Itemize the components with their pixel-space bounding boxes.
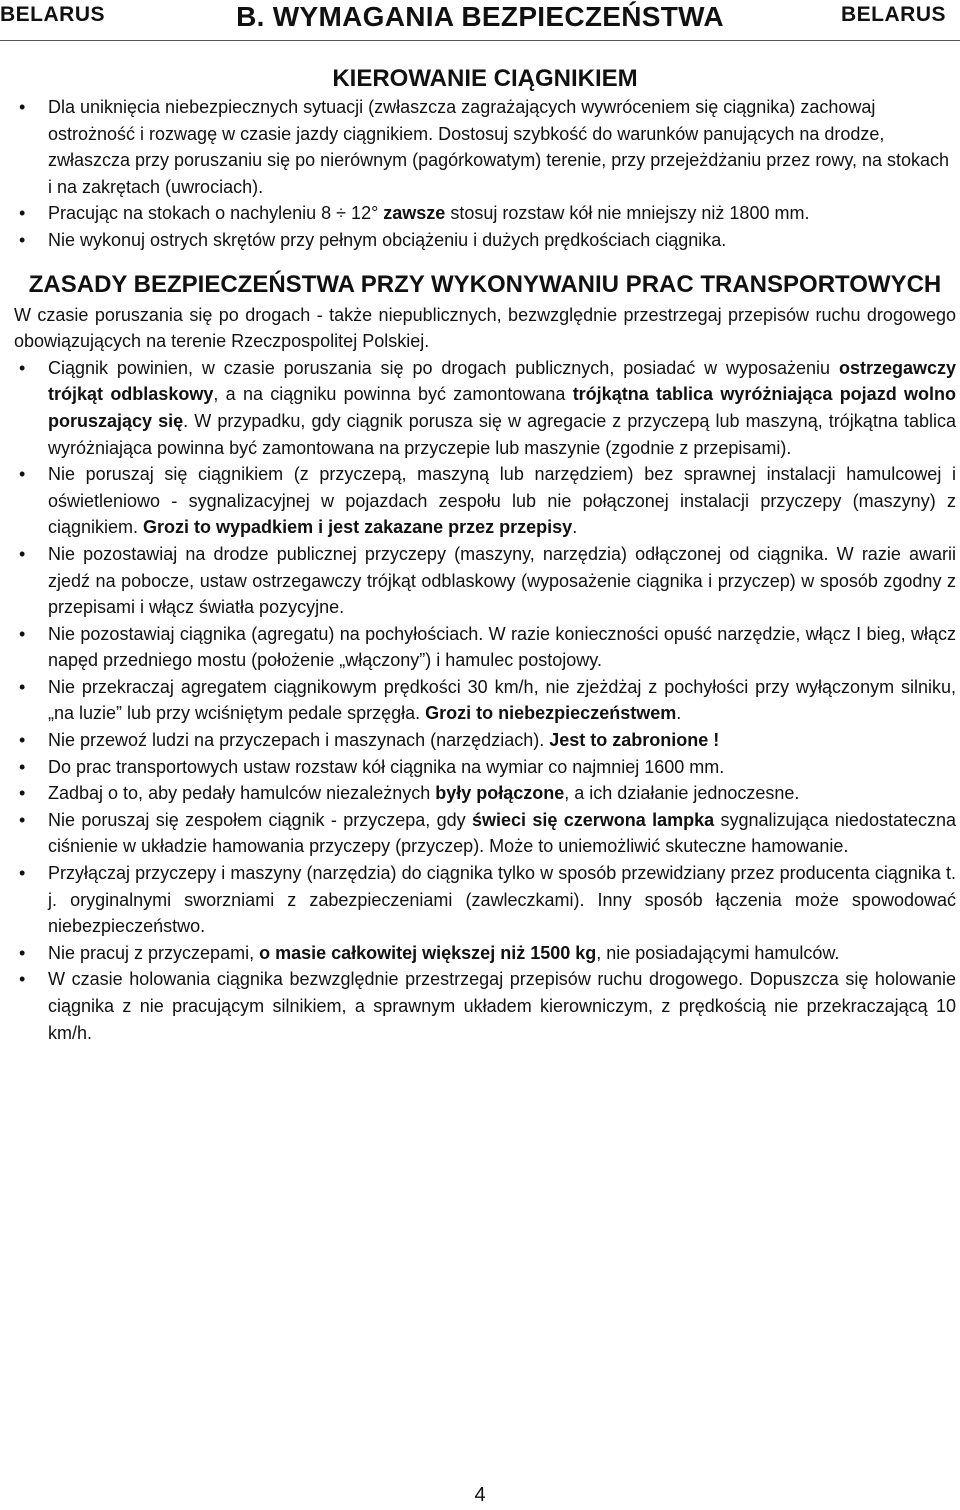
body-text: . [676,703,682,724]
body-text: stosuj rozstaw kół nie mniejszy niż 1800 mm. [445,203,810,224]
list-item [14,541,956,621]
body-text: , a ich działanie jednoczesne. [564,783,800,804]
body-text: Zadbaj o to, aby pedały hamulców niezależnych [48,783,436,804]
body-text: . W przypadku, gdy ciągnik porusza się w agregacie z przyczepą lub maszyną, trójkątna tablica wyróżniająca powinna być zamontowana na przyczepie lub maszynie (zgodnie z przepisami). [48,410,956,458]
body-text: Nie pozostawiaj ciągnika (agregatu) na pochyłościach. W razie konieczności opuść narzędzie, włącz I bieg, włącz napęd przedniego mostu (położenie „włączony”) i hamulec postojowy. [48,623,956,671]
driving-rules-list [14,94,956,254]
transport-rules-list [14,355,956,1046]
page-title: B. WYMAGANIA BEZPIECZEŃSTWA [236,1,724,32]
emphasis-text: zawsze [383,203,446,224]
emphasis-text: Grozi to niebezpieczeństwem [425,703,677,724]
body-text: Pracując na stokach o nachyleniu 8 ÷ 12° [48,203,384,224]
list-item [14,355,956,461]
body-text: , a na ciągniku powinna być zamontowana [213,384,573,405]
body-text: Nie przewoź ludzi na przyczepach i maszynach (narzędziach). [48,730,550,751]
emphasis-text: o masie całkowitej większej niż 1500 kg [259,942,597,963]
list-item [14,621,956,674]
emphasis-text: Jest to zabronione ! [549,730,720,751]
header-divider [0,40,960,41]
body-text: W czasie holowania ciągnika bezwzględnie przestrzegaj przepisów ruchu drogowego. Dopuszcza się holowanie ciągnika z nie pracującym silnikiem, a sprawnym układem kierowniczym, z prędkością nie przekraczającą 10 km/h. [48,969,956,1043]
body-text: Nie poruszaj się zespołem ciągnik - przyczepa, gdy [48,809,472,830]
body-text: Do prac transportowych ustaw rozstaw kół ciągnika na wymiar co najmniej 1600 mm. [48,756,725,777]
body-text: , nie posiadającymi hamulców. [596,942,840,963]
body-text: Nie przekraczaj agregatem ciągnikowym prędkości 30 km/h, nie zjeżdżaj z pochyłości przy wyłączonym silniku, „na luzie” lub przy wciśniętym pedale sprzęgła. [48,676,956,724]
page-header [0,0,960,40]
emphasis-text: ostrzegawczy trójkąt odblaskowy [48,357,956,405]
list-item [14,461,956,541]
body-text: Nie wykonuj ostrych skrętów przy pełnym obciążeniu i dużych prędkościach ciągnika. [48,229,727,250]
body-text: Dla uniknięcia niebezpiecznych sytuacji (zwłaszcza zagrażających wywróceniem się ciągnika) zachowaj ostrożność i rozwagę w czasie jazdy ciągnikiem. Dostosuj szybkość do warunków panujących na drodze, zwłaszcza przy poruszaniu się po nierównym (pagórkowatym) terenie, przy przejeżdżaniu przez rowy, na stokach i na zakrętach (uwrociach). [48,97,950,197]
list-item [14,200,956,227]
emphasis-text: trójkątna tablica wyróżniająca pojazd wolno poruszający się [48,384,956,431]
emphasis-text: świeci się czerwona lampka [471,809,715,830]
document-body [14,64,956,1046]
body-text: Ciągnik powinien, w czasie poruszania się po drogach publicznych, posiadać w wyposażeniu [48,357,839,378]
list-item [14,227,956,254]
section-title-transport: ZASADY BEZPIECZEŃSTWA PRZY WYKONYWANIU PRAC TRANSPORTOWYCH [28,270,942,298]
section-title-driving: KIEROWANIE CIĄGNIKIEM [332,65,638,92]
body-text: Nie poruszaj się ciągnikiem (z przyczepą, maszyną lub narzędziem) bez sprawnej instalacji hamulcowej i oświetleniowo - sygnalizacyjnej w pojazdach zespołu lub nie połączonej instalacji przyczepy (maszyny) z ciągnikiem. [48,464,956,538]
list-item [14,860,956,940]
list-item [14,780,956,807]
brand-left: BELARUS [0,3,106,26]
list-item [14,674,956,727]
emphasis-text: były połączone [435,783,565,804]
emphasis-text: Grozi to wypadkiem i jest zakazane przez przepisy [143,517,573,538]
list-item [14,940,956,967]
list-item [14,94,956,200]
body-text: Przyłączaj przyczepy i maszyny (narzędzia) do ciągnika tylko w sposób przewidziany przez producenta ciągnika t. j. oryginalnymi sworzniami z zabezpieczeniami (zawleczkami). Inny sposób łączenia może spowodować niebezpieczeństwo. [48,863,956,937]
list-item [14,807,956,860]
transport-intro: W czasie poruszania się po drogach - także niepublicznych, bezwzględnie przestrzegaj przepisów ruchu drogowego obowiązujących na terenie Rzeczpospolitej Polskiej. [14,304,956,352]
body-text: . [572,517,578,538]
list-item [14,727,956,754]
brand-right: BELARUS [840,3,946,26]
page-number: 4 [474,1484,486,1506]
body-text: Nie pozostawiaj na drodze publicznej przyczepy (maszyny, narzędzia) odłączonej od ciągnika. W razie awarii zjedź na pobocze, ustaw ostrzegawczy trójkąt odblaskowy (wyposażenie ciągnika i przyczep) w sposób zgodny z przepisami i włącz światła pozycyjne. [48,543,956,618]
body-text: Nie pracuj z przyczepami, [48,942,260,963]
list-item [14,966,956,1046]
list-item [14,754,956,781]
body-text: sygnalizująca niedostateczna ciśnienie w układzie hamowania przyczepy (przyczep). Może to uniemożliwić skuteczne hamowanie. [48,809,957,857]
